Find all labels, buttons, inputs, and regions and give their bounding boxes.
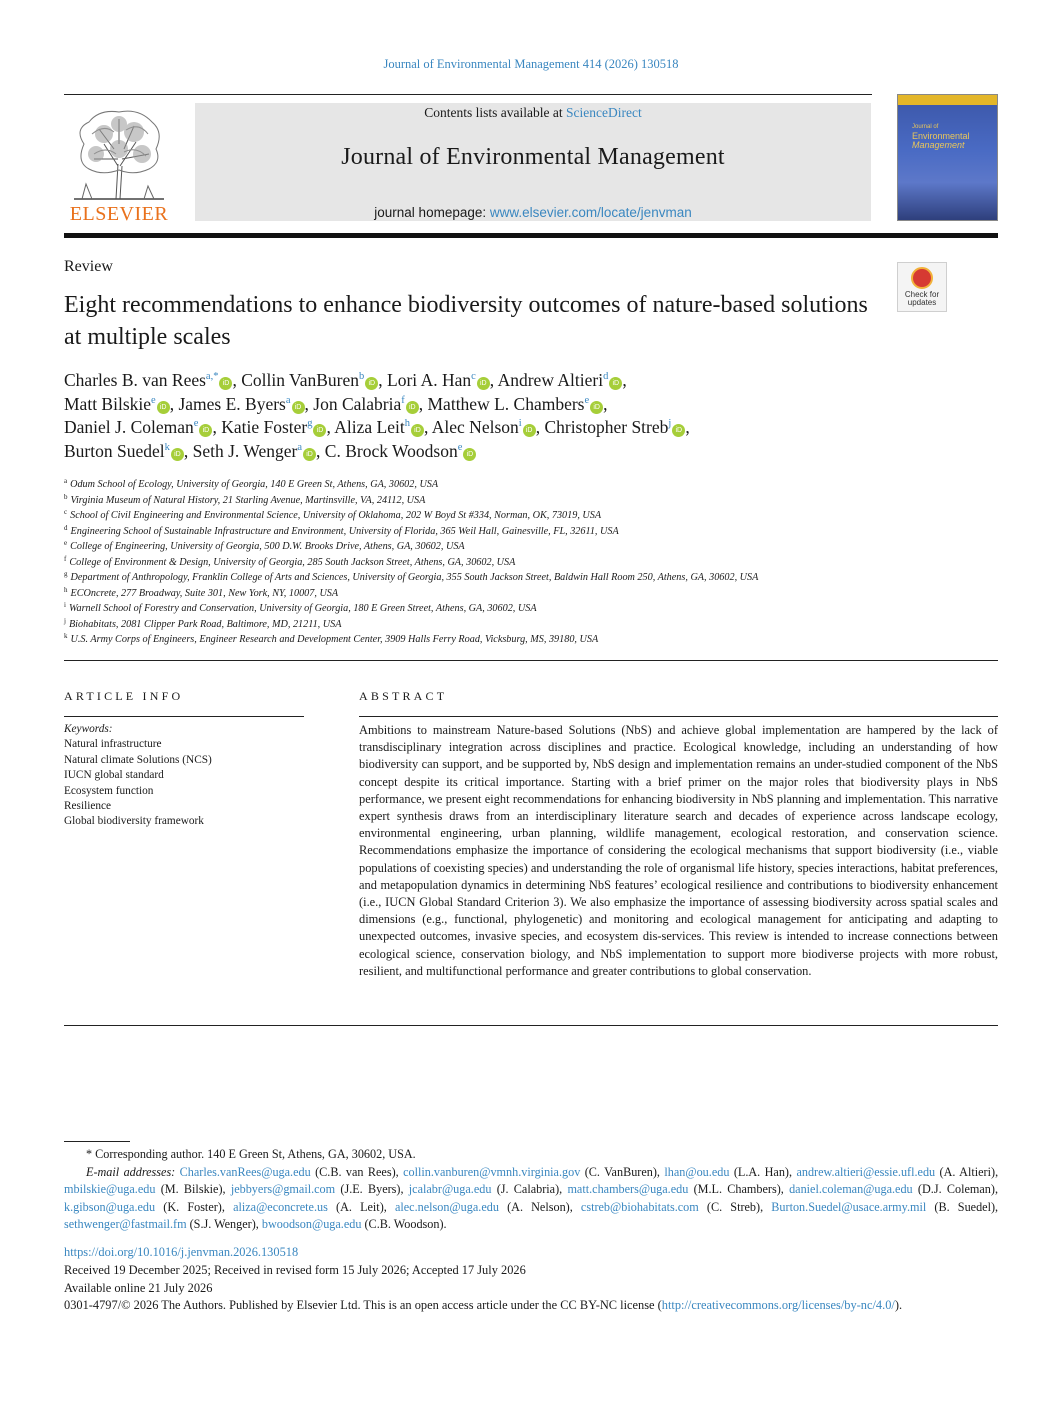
author-name[interactable]: Christopher Streb: [544, 417, 669, 437]
author-affiliation-marker[interactable]: h: [404, 418, 410, 429]
orcid-icon[interactable]: iD: [171, 448, 184, 461]
affiliation-text: Virginia Museum of Natural History, 21 Starling Avenue, Martinsville, VA, 24112, USA: [70, 494, 426, 506]
journal-title: Journal of Environmental Management: [341, 144, 725, 170]
orcid-icon[interactable]: iD: [292, 401, 305, 414]
orcid-icon[interactable]: iD: [313, 424, 326, 437]
affiliation-text: College of Engineering, University of Georgia, 500 D.W. Brooks Drive, Athens, GA, 30602, USA: [70, 541, 465, 552]
author-affiliation-marker[interactable]: j: [668, 418, 672, 429]
affiliation-key: g: [64, 570, 68, 578]
affiliation-item: [64, 555, 998, 571]
email-link[interactable]: collin.vanburen@vmnh.virginia.gov: [403, 1164, 581, 1179]
email-link[interactable]: jcalabr@uga.edu: [408, 1182, 492, 1196]
cover-line1: Journal of: [912, 124, 939, 130]
footnote-rule: [64, 1141, 130, 1142]
homepage-prefix: journal homepage:: [374, 205, 490, 220]
license-suffix: ).: [894, 1298, 903, 1312]
email-owner: (C.B. van Rees): [315, 1164, 396, 1179]
email-link[interactable]: matt.chambers@uga.edu: [567, 1182, 689, 1196]
email-link[interactable]: aliza@econcrete.us: [233, 1199, 328, 1214]
affiliation-item: [64, 570, 998, 586]
orcid-icon[interactable]: iD: [411, 424, 424, 437]
email-link[interactable]: Burton.Suedel@usace.army.mil: [771, 1199, 927, 1214]
affiliation-key: j: [64, 616, 66, 625]
article-info-rule: [64, 716, 304, 717]
email-label: E-mail addresses:: [86, 1164, 176, 1179]
article-info-heading: ARTICLE INFO: [64, 689, 184, 703]
author-affiliation-marker[interactable]: d: [603, 371, 609, 382]
affiliation-key: a: [64, 477, 68, 485]
doi-link[interactable]: https://doi.org/10.1016/j.jenvman.2026.130518: [64, 1245, 299, 1259]
affiliation-list: [64, 477, 998, 648]
email-owner: (J.E. Byers): [340, 1182, 401, 1196]
abstract-heading: ABSTRACT: [359, 689, 448, 703]
orcid-icon[interactable]: iD: [523, 424, 536, 437]
keywords-label: Keywords:: [64, 723, 113, 735]
email-owner: (M. Bilskie): [160, 1182, 223, 1196]
email-owner: (C. VanBuren): [584, 1164, 657, 1179]
available-online: Available online 21 July 2026: [64, 1280, 213, 1295]
license-line: [64, 1297, 998, 1315]
email-link[interactable]: alec.nelson@uga.edu: [394, 1199, 499, 1214]
email-owner: (K. Foster): [163, 1199, 222, 1214]
journal-homepage-line: [195, 205, 871, 220]
email-owner: (S.J. Wenger): [189, 1217, 256, 1231]
affiliation-text: U.S. Army Corps of Engineers, Engineer Research and Development Center, 3909 Halls Ferry Road, Vicksburg, MS, 39180, USA: [70, 634, 599, 645]
author-name[interactable]: Aliza Leit: [334, 417, 405, 437]
homepage-link[interactable]: www.elsevier.com/locate/jenvman: [489, 205, 692, 220]
author-affiliation-marker[interactable]: a,*: [205, 371, 219, 382]
email-link[interactable]: lhan@ou.edu: [664, 1164, 730, 1179]
affiliation-text: Odum School of Ecology, University of Georgia, 140 E Green St, Athens, GA, 30602, USA: [70, 479, 439, 490]
email-link[interactable]: bwoodson@uga.edu: [261, 1217, 362, 1231]
orcid-icon[interactable]: iD: [365, 377, 378, 390]
author-affiliation-marker[interactable]: e: [193, 418, 199, 429]
affiliation-key: b: [64, 492, 68, 501]
email-owner: (D.J. Coleman): [917, 1182, 995, 1196]
author-affiliation-marker[interactable]: e: [151, 394, 156, 406]
author-affiliation-marker[interactable]: c: [471, 371, 476, 382]
license-link[interactable]: http://creativecommons.org/licenses/by-nc/4.0/: [661, 1298, 895, 1312]
affiliation-item: [64, 508, 998, 524]
author-affiliation-marker[interactable]: e: [457, 441, 463, 453]
article-type: Review: [64, 258, 113, 275]
cover-line3: Management: [912, 140, 965, 150]
affiliation-key: k: [64, 632, 68, 640]
email-link[interactable]: Charles.vanRees@uga.edu: [179, 1164, 311, 1179]
email-link[interactable]: andrew.altieri@essie.ufl.edu: [796, 1164, 936, 1179]
publication-info: [64, 1262, 998, 1315]
email-owner: (M.L. Chambers): [693, 1182, 781, 1196]
author-affiliation-marker[interactable]: i: [518, 418, 522, 429]
affiliation-item: [64, 493, 998, 509]
orcid-icon[interactable]: iD: [219, 377, 232, 390]
keyword-item: IUCN global standard: [64, 769, 164, 782]
affiliation-key: f: [64, 554, 67, 563]
email-owner: (C. Streb): [706, 1199, 761, 1214]
email-link[interactable]: jebbyers@gmail.com: [230, 1182, 336, 1196]
keywords-block: [64, 722, 304, 830]
author-name[interactable]: Seth J. Wenger: [192, 440, 298, 461]
abstract-end-rule: [64, 1025, 998, 1026]
author-affiliation-marker[interactable]: f: [401, 394, 405, 406]
author-list: Charles B. van Rees$^{a,*}$iD , Collin VanBuren$^b$iD , Lori A. Han$^c$iD , Andrew Altieri$^d$iD , Matt Bilskie$^e$iD , James E. Byers$^a$iD , Jon Calabria$^f$iD , Matthew L. Chambers$^e$iD , Daniel J. Coleman$^e$iD , Katie Foster$^g$iD , Aliza Leit$^h$iD , Alec Nelson$^i$iD , Christopher Streb$^j$iD , Burton Suedel$^k$iD , Seth J. Wenger$^a$iD , C. Brock Woodson$^e$iD: [64, 370, 690, 461]
author-affiliation-marker[interactable]: a: [285, 394, 291, 406]
cover-band: [898, 95, 997, 105]
orcid-icon[interactable]: iD: [406, 401, 419, 414]
affiliation-item: [64, 601, 998, 617]
affiliation-key: i: [64, 601, 66, 609]
cover-line2: Environmental: [912, 131, 970, 141]
header-top-rule: [64, 94, 872, 95]
crossmark-line1: Check for: [904, 290, 940, 299]
journal-reference[interactable]: Journal of Environmental Management 414 (2026) 130518: [383, 57, 679, 71]
author-name[interactable]: Andrew Altieri: [497, 370, 604, 390]
keyword-item: Resilience: [64, 800, 112, 813]
keyword-item: Ecosystem function: [64, 784, 154, 797]
author-affiliation-marker[interactable]: e: [584, 394, 590, 406]
affiliation-item: [64, 632, 998, 648]
license-text: 0301-4797/© 2026 The Authors. Published by Elsevier Ltd. This is an open access article under the CC BY-NC license (: [64, 1298, 662, 1312]
keyword-list: [64, 737, 304, 829]
author-name[interactable]: James E. Byers: [178, 393, 286, 414]
orcid-icon[interactable]: iD: [477, 377, 490, 390]
email-owner: (J. Calabria): [496, 1182, 560, 1196]
affiliation-item: [64, 617, 998, 633]
affiliation-key: h: [64, 585, 68, 594]
affiliation-key: d: [64, 523, 68, 532]
abstract-text: Ambitions to mainstream Nature-based Solutions (NbS) and achieve global implementation are hampered by the lack of transdisciplinary integration across disciplines and practice. Ecological knowledge, including an understanding of how biodiversity can support, and be supported by, NbS design and implementation remains an under-studied component of the NbS concept despite its critical importance. Starting with a brief primer on the major roles that biodiversity plays in NbS performance, we present eight recommendations for enhancing biodiversity in NbS planning and implementation. This narrative expert synthesis draws from an interdisciplinary literature search and decades of experience across landscape ecology, environmental engineering, urban planning, wildlife management, ecological restoration, and conservation science. Recommendations emphasize the importance of considering the ecological mechanisms that support biodiversity (i.e., viable populations of coexisting species) and understanding the role of organismal life history, species interactions, habitat preferences, and metapopulation dynamics in determining NbS features’ ecological resilience and contributions to biodiversity enhancement (i.e., IUCN Global Standard Criterion 3). We also emphasize the importance of assessing biodiversity across spatial scales and dimensions (e.g., functional, phylogenetic) and monitoring and ecological management for anticipating and adapting to unexpected outcomes, invasive species, and ecosystem dis-services. This review is intended to increase connections between ecological science, conservation biology, and NbS implementation to support more biodiverse projects with more robust, resilient, and multifunctional performance and greater contributions to global conservation.: [359, 723, 998, 978]
email-owner: (A. Nelson): [507, 1199, 570, 1214]
author-name[interactable]: Matthew L. Chambers: [427, 393, 585, 414]
affiliation-item: [64, 477, 998, 493]
email-link[interactable]: cstreb@biohabitats.com: [580, 1199, 699, 1214]
author-name[interactable]: Lori A. Han: [387, 370, 472, 390]
affiliation-key: c: [64, 508, 68, 516]
orcid-icon[interactable]: iD: [672, 424, 685, 437]
author-name[interactable]: Jon Calabria: [313, 393, 402, 414]
cover-title: [912, 123, 970, 150]
crossmark-line2: updates: [907, 298, 937, 307]
email-addresses: E-mail addresses: Charles.vanRees@uga.edu (C.B. van Rees), collin.vanburen@vmnh.virginia.gov (C. VanBuren), lhan@ou.edu (L.A. Han), andrew.altieri@essie.ufl.edu (A. Altieri), mbilskie@uga.edu (M. Bilskie), jebbyers@gmail.com (J.E. Byers), jcalabr@uga.edu (J. Calabria), matt.chambers@uga.edu (M.L. Chambers), daniel.coleman@uga.edu (D.J. Coleman), k.gibson@uga.edu (K. Foster), aliza@econcrete.us (A. Leit), alec.nelson@uga.edu (A. Nelson), cstreb@biohabitats.com (C. Streb), Burton.Suedel@usace.army.mil (B. Suedel), sethwenger@fastmail.fm (S.J. Wenger), bwoodson@uga.edu (C.B. Woodson).: [64, 1164, 999, 1231]
email-owner: (L.A. Han): [733, 1164, 789, 1179]
affiliation-item: [64, 586, 998, 602]
author-affiliation-marker[interactable]: b: [359, 371, 365, 382]
author-name[interactable]: Alec Nelson: [431, 417, 519, 437]
crossmark-label: [898, 291, 946, 307]
author-name[interactable]: Burton Suedel: [64, 440, 165, 461]
affiliation-text: ECOncrete, 277 Broadway, Suite 301, New York, NY, 10007, USA: [70, 587, 339, 599]
orcid-icon[interactable]: iD: [303, 448, 316, 461]
author-affiliation-marker[interactable]: k: [164, 441, 170, 453]
author-name[interactable]: Daniel J. Coleman: [64, 417, 194, 437]
contents-prefix: Contents lists available at: [424, 105, 566, 120]
orcid-icon[interactable]: iD: [609, 377, 622, 390]
keyword-item: Natural climate Solutions (NCS): [64, 753, 212, 766]
keyword-item: Global biodiversity framework: [64, 815, 204, 828]
author-affiliation-marker[interactable]: g: [307, 418, 313, 429]
affiliation-item: [64, 539, 998, 555]
received-dates: Received 19 December 2025; Received in revised form 15 July 2026; Accepted 17 July 2026: [64, 1263, 526, 1277]
email-link[interactable]: sethwenger@fastmail.fm: [64, 1217, 187, 1231]
author-name[interactable]: Katie Foster: [221, 417, 308, 437]
affiliation-text: Department of Anthropology, Franklin College of Arts and Sciences, University of Georgia, 355 South Jackson Street, Baldwin Hall Room 250, Athens, GA, 30602, USA: [70, 572, 759, 583]
abstract-rule: [359, 716, 998, 717]
email-owner: (B. Suedel): [934, 1199, 996, 1214]
email-link[interactable]: mbilskie@uga.edu: [64, 1182, 156, 1196]
header-thick-rule: [64, 233, 998, 238]
email-owner: (A. Altieri): [939, 1164, 996, 1179]
author-name[interactable]: Charles B. van Rees: [64, 370, 206, 390]
email-owner: (C.B. Woodson).: [364, 1217, 447, 1231]
email-owner: (A. Leit): [336, 1199, 384, 1214]
article-title: Eight recommendations to enhance biodiversity outcomes of nature-based solutions at multiple scales: [64, 292, 868, 350]
journal-cover-image[interactable]: [897, 94, 998, 221]
check-for-updates-button[interactable]: [897, 262, 947, 312]
orcid-icon[interactable]: iD: [590, 401, 603, 414]
email-link[interactable]: k.gibson@uga.edu: [64, 1199, 156, 1214]
affiliation-text: School of Civil Engineering and Environmental Science, University of Oklahoma, 202 W Boyd St #334, Norman, OK, 73019, USA: [70, 510, 602, 521]
contents-line: [195, 105, 871, 121]
elsevier-wordmark: ELSEVIER: [69, 203, 169, 225]
affiliation-text: Warnell School of Forestry and Conservation, University of Georgia, 180 E Green Street, Athens, GA, 30602, USA: [68, 603, 537, 614]
author-name[interactable]: Collin VanBuren: [241, 370, 360, 390]
footnote-block: [64, 1146, 998, 1234]
orcid-icon[interactable]: iD: [199, 424, 212, 437]
affiliation-text: Biohabitats, 2081 Clipper Park Road, Baltimore, MD, 21211, USA: [68, 618, 342, 630]
author-name[interactable]: C. Brock Woodson: [324, 440, 458, 461]
section-rule: [64, 660, 998, 661]
email-link[interactable]: daniel.coleman@uga.edu: [789, 1182, 913, 1196]
affiliation-text: Engineering School of Sustainable Infrastructure and Environment, University of Florida, 365 Weil Hall, Gainesville, FL, 32611, USA: [70, 525, 619, 537]
corresponding-author: * Corresponding author. 140 E Green St, Athens, GA, 30602, USA.: [86, 1147, 416, 1161]
orcid-icon[interactable]: iD: [157, 401, 170, 414]
author-affiliation-marker[interactable]: a: [297, 441, 303, 453]
keyword-item: Natural infrastructure: [64, 738, 162, 751]
affiliation-text: College of Environment & Design, University of Georgia, 285 South Jackson Street, Athens, GA, 30602, USA: [69, 556, 516, 568]
affiliation-key: e: [64, 539, 68, 547]
sciencedirect-link[interactable]: ScienceDirect: [566, 105, 642, 120]
author-name[interactable]: Matt Bilskie: [64, 393, 152, 414]
crossmark-icon: [911, 267, 933, 289]
affiliation-item: [64, 524, 998, 540]
orcid-icon[interactable]: iD: [463, 448, 476, 461]
